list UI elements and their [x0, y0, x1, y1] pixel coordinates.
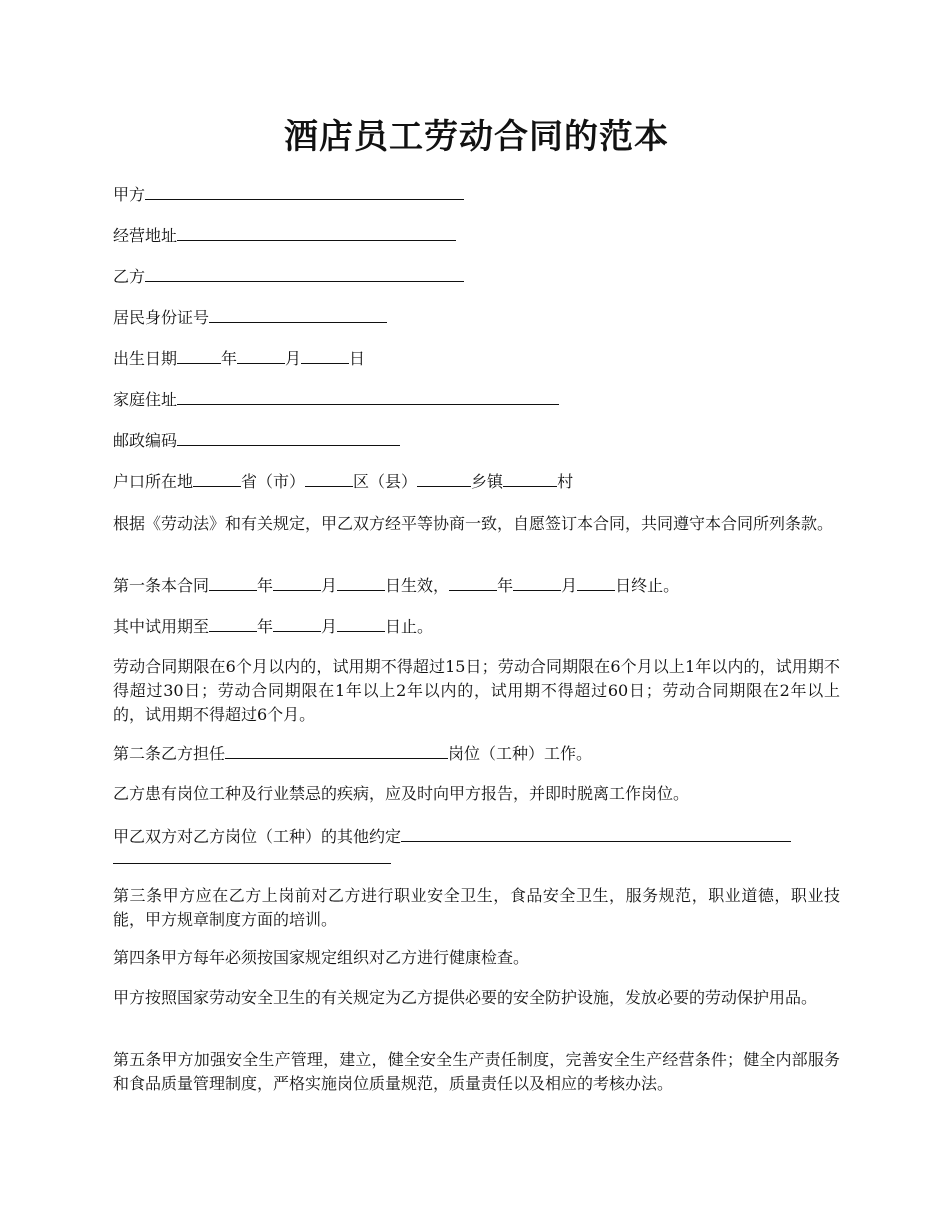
- other-agreement-line-2: [113, 845, 840, 864]
- probation-line: [113, 613, 840, 639]
- id-number-label: 居民身份证号: [113, 308, 210, 327]
- probation-end-label: 日止。: [385, 617, 434, 636]
- home-address-blank[interactable]: [177, 386, 559, 405]
- village-blank[interactable]: [503, 468, 557, 487]
- party-b-label: 乙方: [113, 267, 146, 286]
- article2-prefix: 第二条乙方担任: [113, 744, 226, 763]
- end-label: 日终止。: [615, 576, 680, 595]
- start-year-label: 年: [257, 576, 274, 595]
- end-day-blank[interactable]: [577, 572, 615, 591]
- district-blank[interactable]: [305, 468, 353, 487]
- party-b-line: [113, 263, 840, 289]
- postal-code-label: 邮政编码: [113, 431, 178, 450]
- article1-line: [113, 572, 840, 598]
- birth-day-blank[interactable]: [301, 345, 349, 364]
- protection-paragraph: 甲方按照国家劳动安全卫生的有关规定为乙方提供必要的安全防护设施，发放必要的劳动保护用品。: [113, 988, 818, 1007]
- end-month-label: 月: [561, 576, 578, 595]
- postal-code-line: [113, 427, 840, 453]
- other-agreement-blank[interactable]: [401, 823, 791, 842]
- party-a-label: 甲方: [113, 185, 146, 204]
- birth-year-blank[interactable]: [177, 345, 221, 364]
- start-month-label: 月: [321, 576, 338, 595]
- other-agreement-blank-2[interactable]: [113, 845, 391, 864]
- probation-rules-paragraph: 劳动合同期限在6个月以内的，试用期不得超过15日；劳动合同期限在6个月以上1年以内的，试用期不得超过30日；劳动合同期限在1年以上2年以内的，试用期不得超过60日；劳动合同期限在2年以上的，试用期不得超过6个月。: [113, 657, 840, 724]
- other-agreement-label: 甲乙双方对乙方岗位（工种）的其他约定: [113, 827, 402, 846]
- probation-prefix: 其中试用期至: [113, 617, 210, 636]
- disease-clause: 乙方患有岗位工种及行业禁忌的疾病，应及时向甲方报告，并即时脱离工作岗位。: [113, 784, 690, 803]
- town-label: 乡镇: [471, 472, 504, 491]
- province-label: 省（市）: [241, 472, 306, 491]
- effective-label: 日生效，: [385, 576, 450, 595]
- village-label: 村: [557, 472, 574, 491]
- business-address-label: 经营地址: [113, 226, 178, 245]
- birth-date-label: 出生日期: [113, 349, 178, 368]
- birth-day-label: 日: [349, 349, 366, 368]
- probation-month-label: 月: [321, 617, 338, 636]
- start-year-blank[interactable]: [209, 572, 257, 591]
- article3-paragraph: 第三条甲方应在乙方上岗前对乙方进行职业安全卫生，食品安全卫生，服务规范，职业道德，职业技能，甲方规章制度方面的培训。: [113, 886, 840, 929]
- province-blank[interactable]: [193, 468, 241, 487]
- birth-year-label: 年: [221, 349, 238, 368]
- party-a-line: [113, 181, 840, 207]
- business-address-line: [113, 222, 840, 248]
- probation-month-blank[interactable]: [273, 613, 321, 632]
- article1-prefix: 第一条本合同: [113, 576, 210, 595]
- intro-paragraph: 根据《劳动法》和有关规定，甲乙双方经平等协商一致，自愿签订本合同，共同遵守本合同所列条款。: [113, 514, 834, 533]
- probation-year-label: 年: [257, 617, 274, 636]
- id-number-line: [113, 304, 840, 330]
- position-blank[interactable]: [225, 740, 448, 759]
- party-a-blank[interactable]: [145, 181, 464, 200]
- home-address-label: 家庭住址: [113, 390, 178, 409]
- party-b-blank[interactable]: [145, 263, 464, 282]
- article4-paragraph: 第四条甲方每年必须按国家规定组织对乙方进行健康检查。: [113, 948, 530, 967]
- start-day-blank[interactable]: [337, 572, 385, 591]
- household-label: 户口所在地: [113, 472, 194, 491]
- postal-code-blank[interactable]: [177, 427, 400, 446]
- article2-line: [113, 740, 840, 766]
- birth-month-blank[interactable]: [237, 345, 285, 364]
- district-label: 区（县）: [353, 472, 418, 491]
- end-month-blank[interactable]: [513, 572, 561, 591]
- household-line: [113, 468, 840, 494]
- birth-month-label: 月: [285, 349, 302, 368]
- end-year-blank[interactable]: [449, 572, 497, 591]
- home-address-line: [113, 386, 840, 412]
- article5-paragraph: 第五条甲方加强安全生产管理，建立，健全安全生产责任制度，完善安全生产经营条件；健全内部服务和食品质量管理制度，严格实施岗位质量规范，质量责任以及相应的考核办法。: [113, 1050, 840, 1093]
- business-address-blank[interactable]: [177, 222, 456, 241]
- town-blank[interactable]: [417, 468, 471, 487]
- start-month-blank[interactable]: [273, 572, 321, 591]
- probation-year-blank[interactable]: [209, 613, 257, 632]
- id-number-blank[interactable]: [209, 304, 387, 323]
- end-year-label: 年: [497, 576, 514, 595]
- probation-day-blank[interactable]: [337, 613, 385, 632]
- document-title: 酒店员工劳动合同的范本: [284, 117, 669, 157]
- article2-suffix: 岗位（工种）工作。: [448, 744, 593, 763]
- birth-date-line: [113, 345, 840, 371]
